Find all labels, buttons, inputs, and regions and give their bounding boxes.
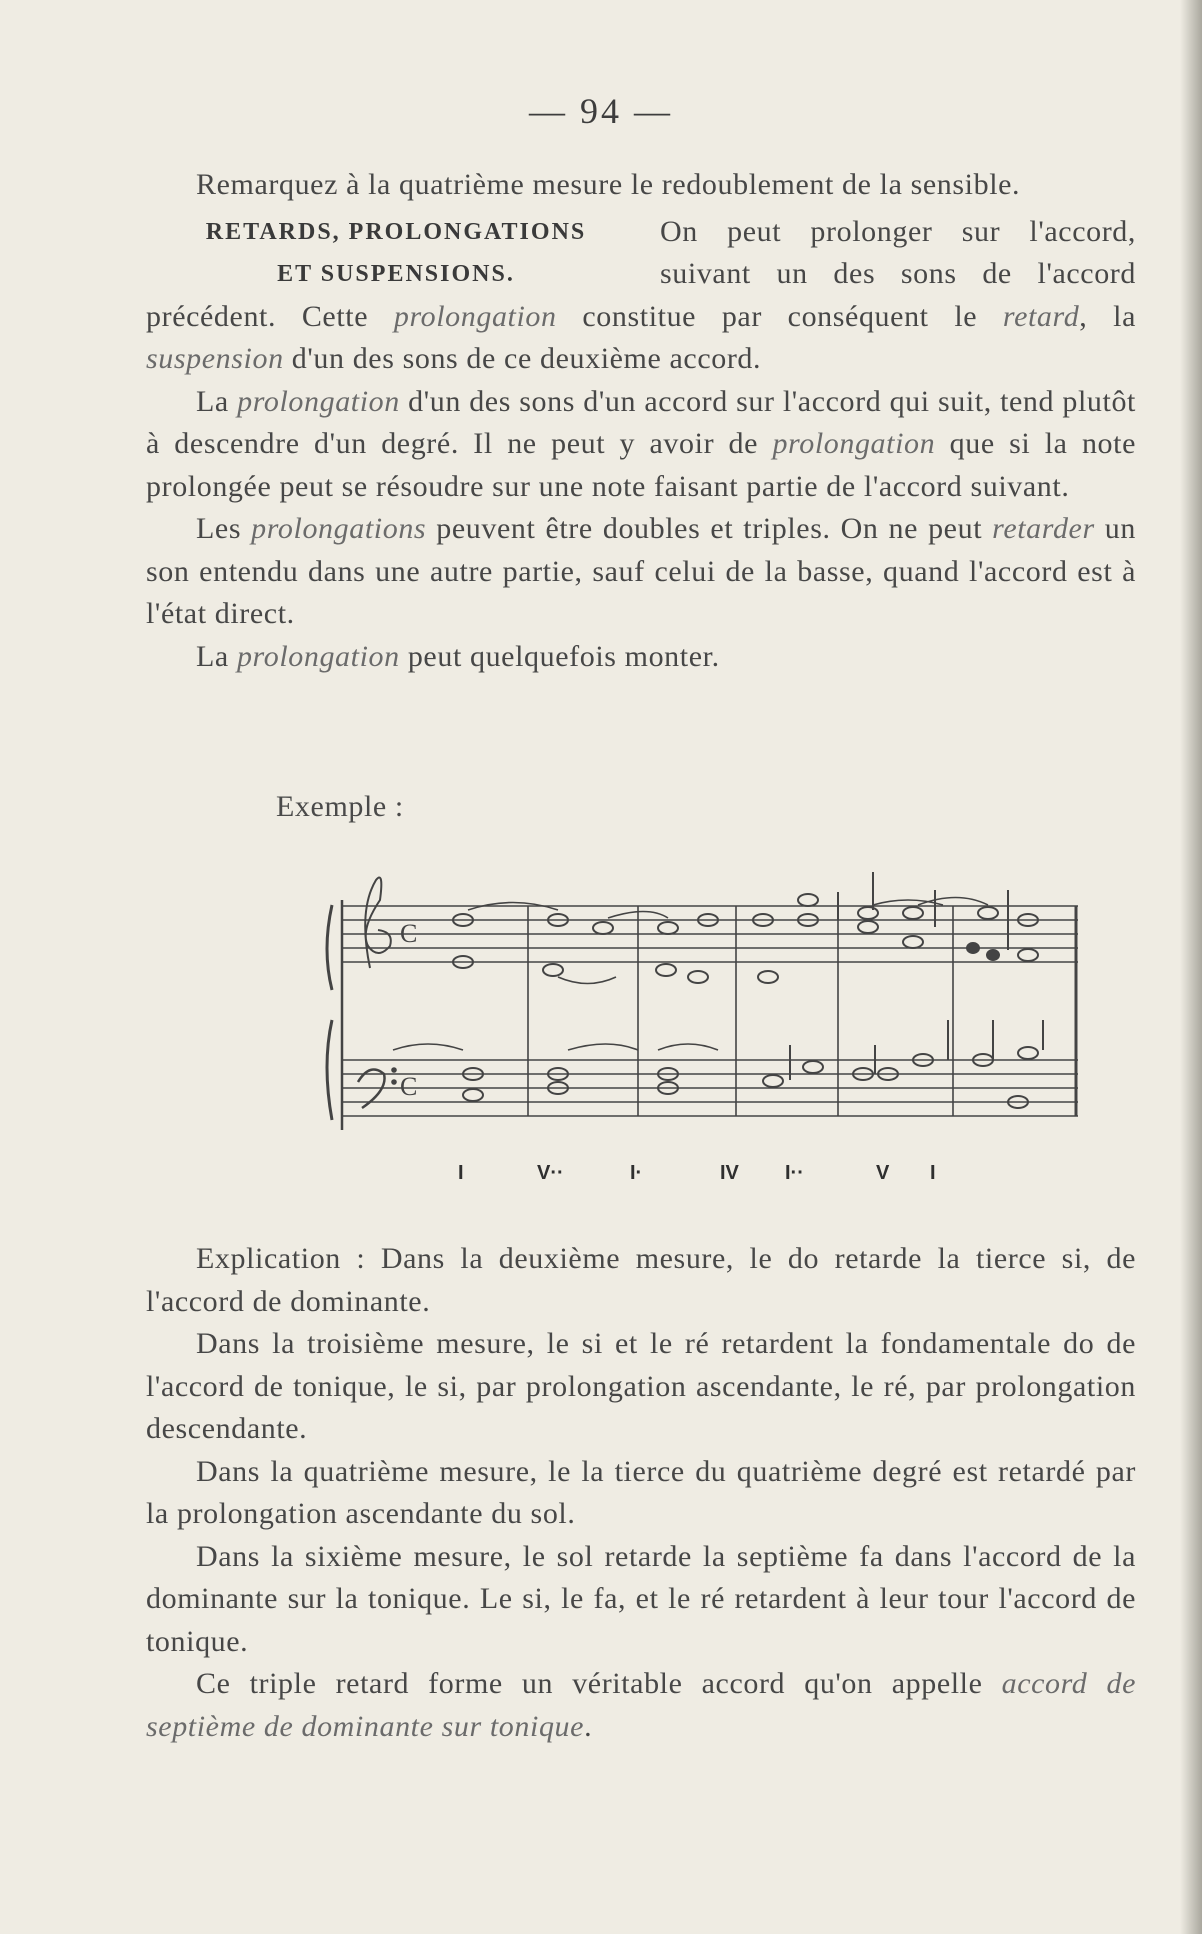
degree-label: V	[876, 1162, 890, 1184]
sixth-measure-paragraph: Dans la sixième mesure, le sol retarde la septième fa dans l'accord de la dominante sur la tonique. Le si, le fa, et le ré retardent à leur tour l'accord de tonique.	[146, 1539, 1136, 1658]
degree-labels	[0, 1162, 1202, 1198]
triple-retard-paragraph: Ce triple retard forme un véritable accord qu'on appelle accord de septième de dominante sur tonique.	[146, 1667, 1136, 1743]
bass-notes	[463, 1020, 1043, 1108]
third-measure-paragraph: Dans la troisième mesure, le si et le ré retardent la fondamentale do de l'accord de tonique, le si, par prolongation ascendante, le ré, par prolongation descendante.	[146, 1327, 1136, 1445]
double-triple-paragraph: Les prolongations peuvent être doubles et triples. On ne peut retarder un son entendu dans une autre partie, sauf celui de la basse, quand l'accord est à l'état direct.	[146, 512, 1136, 630]
degree-label: V··	[537, 1162, 564, 1184]
treble-clef	[365, 878, 391, 969]
degree-label: I	[458, 1162, 464, 1184]
section-heading-line2: ET SUSPENSIONS.	[277, 261, 515, 287]
degree-label: I··	[785, 1162, 804, 1184]
prolongation-paragraph: La prolongation d'un des sons d'un accord sur l'accord qui suit, tend plutôt à descendre d'un degré. Il ne peut y avoir de prolongation que si la note prolongée peut se résoudre sur une note faisant partie de l'accord suivant.	[146, 384, 1136, 503]
system-brace	[327, 905, 332, 1120]
retards-paragraph: RETARDS, PROLONGATIONS ET SUSPENSIONS. On peut prolonger sur l'accord, suivant un des sons de l'accord précédent. Cette prolongation constitue par conséquent le retard, la suspension d'un des sons de ce deuxième accord.	[146, 211, 1136, 381]
example-label: Exemple :	[276, 790, 404, 823]
bass-staff	[342, 1060, 1078, 1116]
page-number: — 94 —	[529, 91, 673, 131]
intro-paragraph: Remarquez à la quatrième mesure le redoublement de la sensible.	[196, 168, 1021, 201]
barlines	[528, 906, 1076, 1116]
section-heading	[146, 211, 646, 296]
svg-text:C: C	[400, 1072, 418, 1101]
degree-label: IV	[720, 1162, 739, 1184]
degree-label: I·	[630, 1162, 643, 1184]
treble-notes	[453, 872, 1038, 983]
page-edge-shadow	[1180, 0, 1202, 1934]
top-text-block	[146, 164, 1136, 678]
section-heading-line1: RETARDS, PROLONGATIONS	[205, 218, 587, 245]
monter-paragraph: La prolongation peut quelquefois monter.	[196, 639, 720, 673]
svg-text:C: C	[400, 919, 418, 948]
bottom-text-block	[146, 1238, 1136, 1748]
degree-label: I	[930, 1162, 936, 1184]
fourth-measure-paragraph: Dans la quatrième mesure, le la tierce du quatrième degré est retardé par la prolongation ascendante du sol.	[146, 1454, 1136, 1530]
music-score	[318, 850, 1088, 1140]
explication-paragraph: Explication : Dans la deuxième mesure, le do retarde la tierce si, de l'accord de dominante.	[146, 1242, 1136, 1318]
